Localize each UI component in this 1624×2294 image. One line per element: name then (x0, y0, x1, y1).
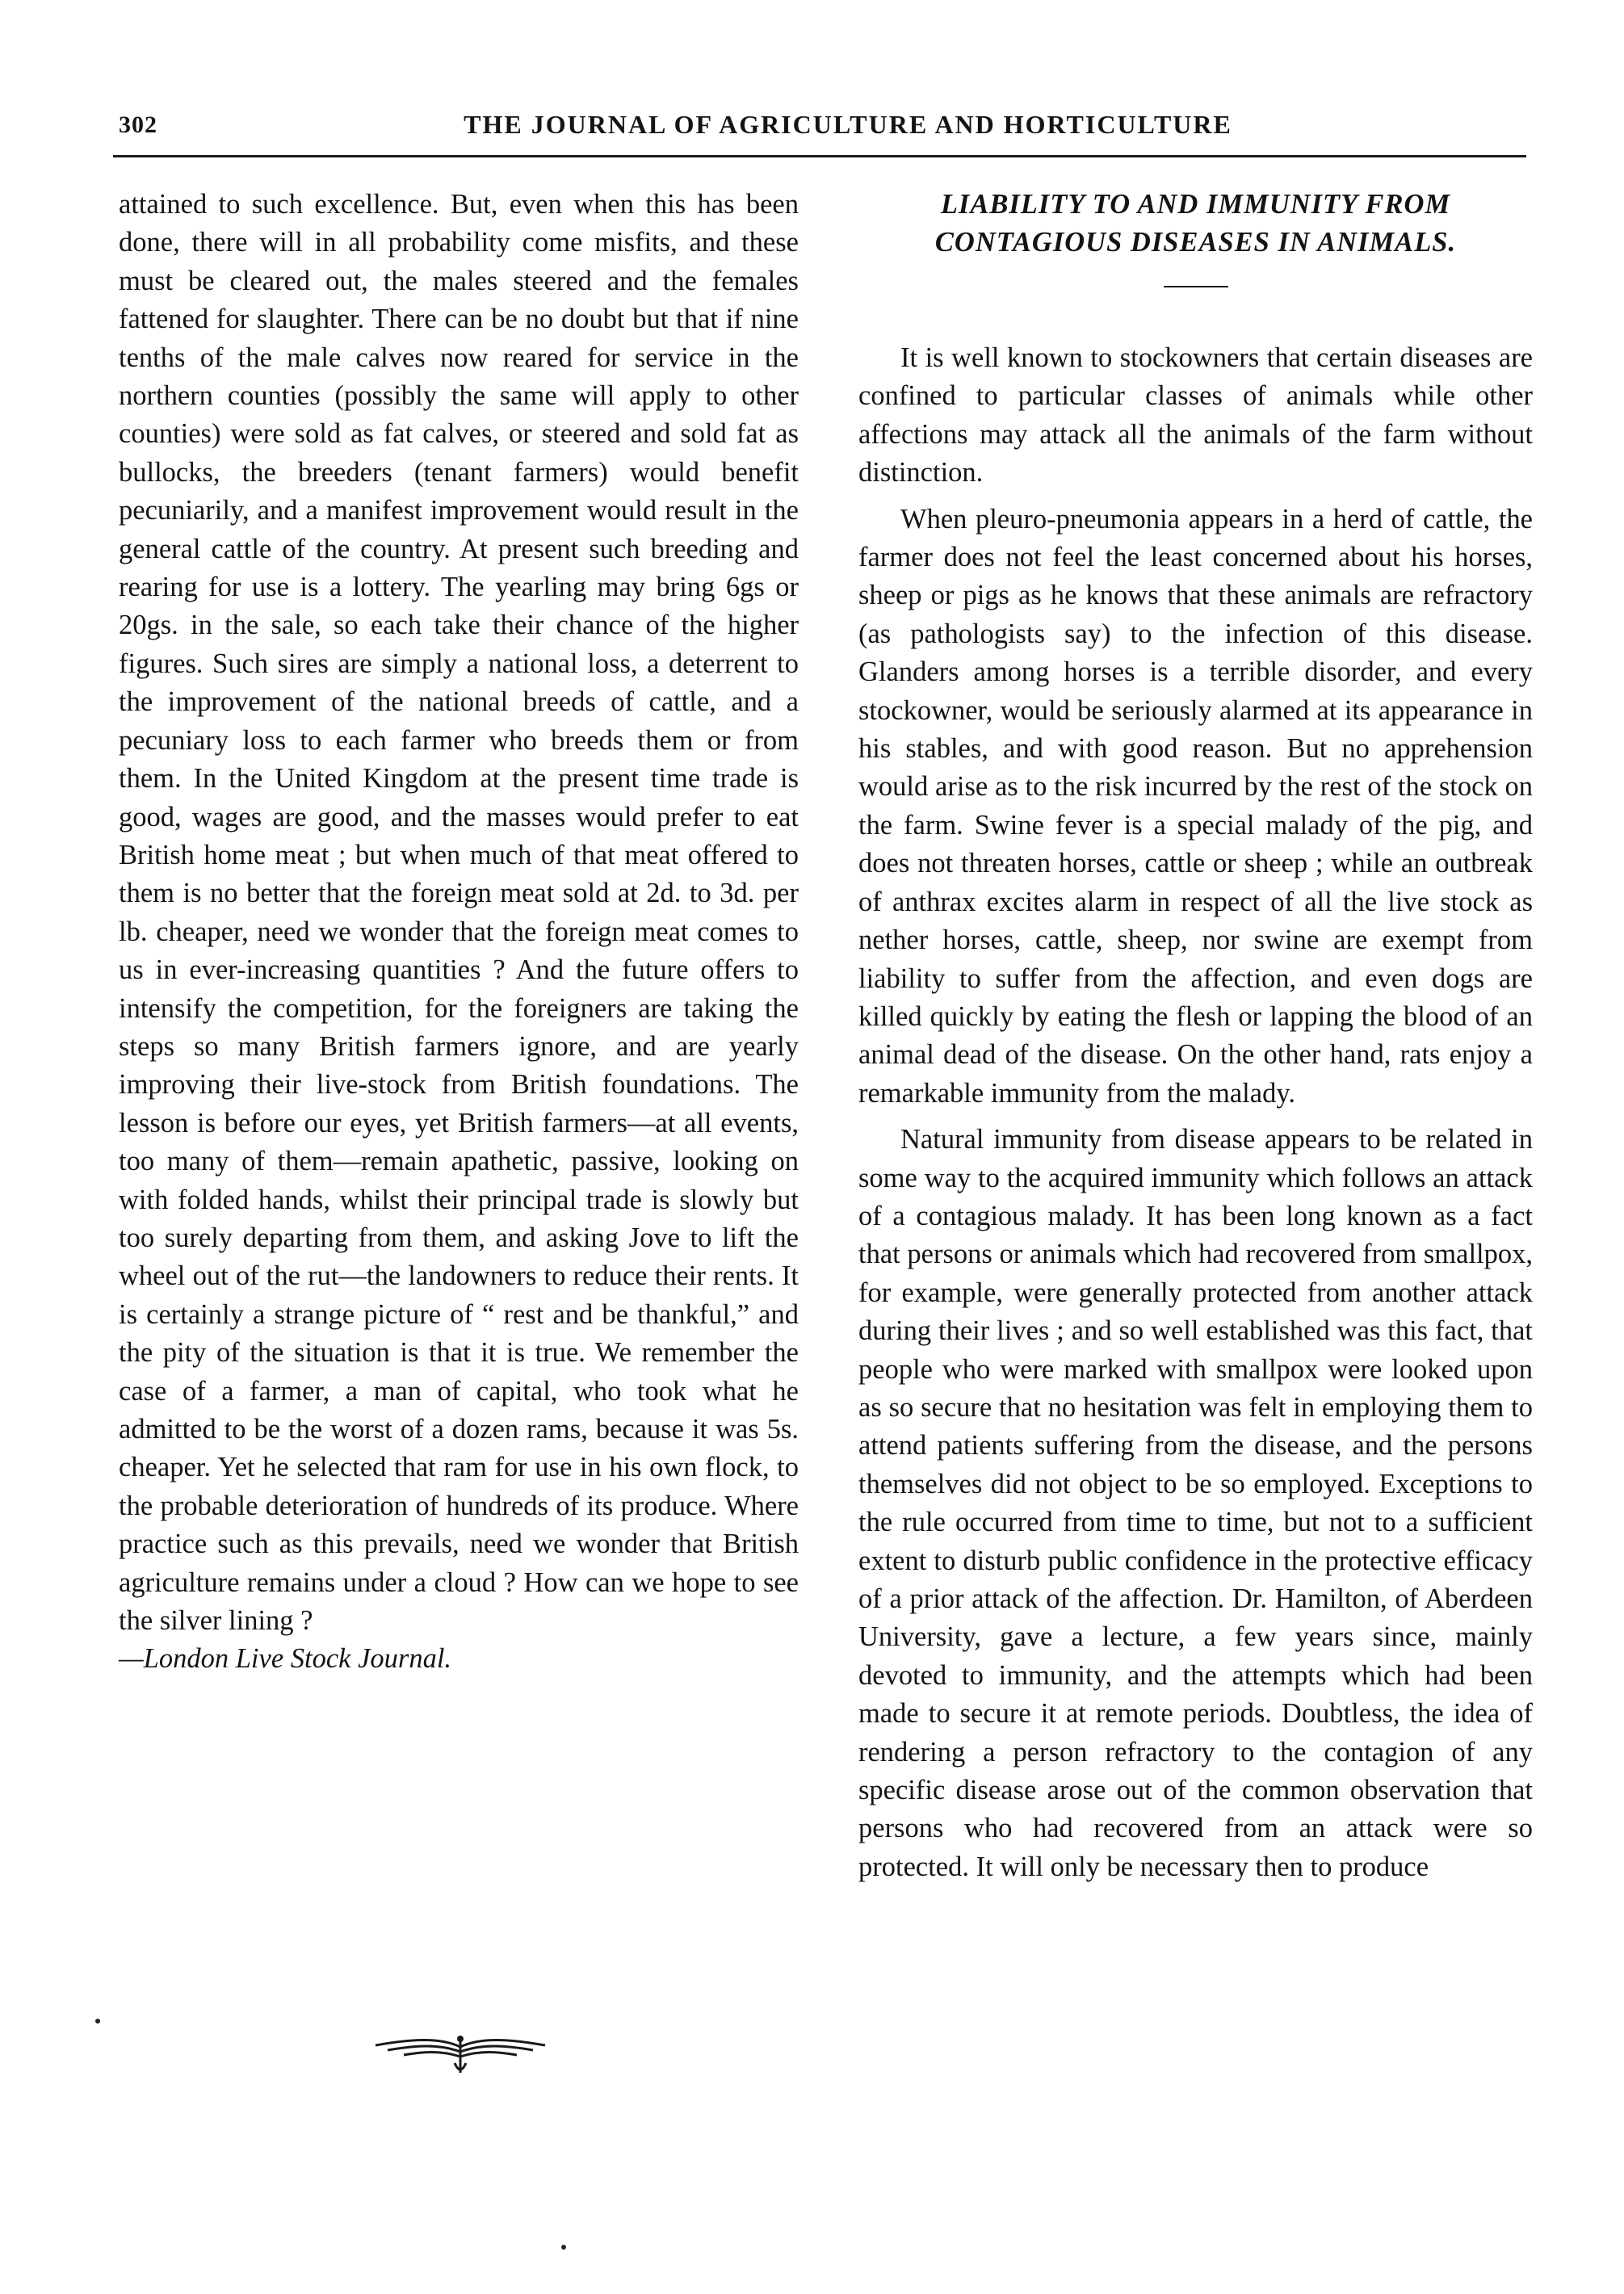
left-column-body: attained to such excellence. But, even when this has been done, there will in all probability come misfits, and these must be cleared out, the males steered and the females fattened for slaughter. There can be no doubt but that if nine tenths of the male calves now reared for service in the northern counties (possibly the same will apply to other counties) were sold as fat calves, or steered and sold fat as bullocks, the breeders (tenant farmers) would benefit pecuniarily, and a manifest improvement would result in the general cattle of the country. At present such breeding and rearing for use is a lottery. The yearling may bring 6gs or 20gs. in the sale, so each take their chance of the higher figures. Such sires are simply a national loss, a deterrent to the improvement of the national breeds of cattle, and a pecuniary loss to each farmer who breeds them or from them. In the United Kingdom at the present time trade is good, wages are good, and the masses would prefer to eat British home meat ; but when much of that meat offered to them is no better that the foreign meat sold at 2d. to 3d. per lb. cheaper, need we wonder that the foreign meat comes to us in ever-increasing quantities ? And the future offers to intensify the competition, for the foreigners are taking the steps so many British farmers ignore, and are yearly improving their live-stock from British foundations. The lesson is before our eyes, yet British farmers—at all events, too many of them—remain apathetic, passive, looking on with folded hands, whilst their principal trade is slowly but too surely departing from them, and asking Jove to lift the wheel out of the rut—the landowners to reduce their rents. It is certainly a strange picture of “ rest and be thankful,” and the pity of the situation is that it is true. We remember the case of a farmer, a man of capital, who took what he admitted to be the worst of a dozen rams, because it was 5s. cheaper. Yet he selected that ram for use in his own flock, to the probable deterioration of hundreds of its produce. Where practice such as this prevails, need we wonder that British agriculture remains under a cloud ? How can we hope to see the silver lining ? (119, 189, 799, 1637)
article-paragraph: It is well known to stockowners that certain diseases are confined to particular classes of animals while other affections may attack all the animals of the farm without distinction. (858, 342, 1533, 489)
header-rule (113, 155, 1526, 157)
left-column (119, 186, 799, 1679)
article-source: —London Live Stock Journal. (119, 1643, 452, 1675)
ink-dot (561, 2245, 566, 2250)
title-rule (1164, 286, 1228, 287)
article-title: LIABILITY TO AND IMMUNITY FROM CONTAGIOUS DISEASES IN ANIMALS. (934, 189, 1457, 258)
right-column (858, 186, 1533, 1894)
running-title: THE JOURNAL OF AGRICULTURE AND HORTICULTURE (464, 110, 1232, 139)
article-paragraph: When pleuro-pneumonia appears in a herd of cattle, the farmer does not feel the least concerned about his horses, sheep or pigs as he knows that these animals are refractory (as pathologists say) to the infection of this disease. Glanders among horses is a terrible disorder, and every stockowner, would be seriously alarmed at its appearance in his stables, and with good reason. But no apprehension would arise as to the risk incurred by the rest of the stock on the farm. Swine fever is a special malady of the pig, and does not threaten horses, cattle or sheep ; while an outbreak of anthrax excites alarm in respect of all the live stock as nether horses, cattle, sheep, nor swine are exempt from liability to suffer from the affection, and even dogs are killed quickly by eating the flesh or lapping the blood of an animal dead of the disease. On the other hand, rats enjoy a remarkable immunity from the malady. (858, 503, 1533, 1109)
winged-tailpiece-ornament-icon (367, 2031, 553, 2079)
page-number: 302 (119, 111, 157, 138)
article-paragraph: Natural immunity from disease appears to be related in some way to the acquired immunity which follows an attack of a contagious malady. It has been long known as a fact that persons or animals which had recovered from smallpox, for example, were generally protected from another attack during their lives ; and so well established was this fact, that people who were marked with smallpox were looked upon as so secure that no hesitation was felt in employing them to attend patients suffering from the disease, and the persons themselves did not object to be so employed. Exceptions to the rule occurred from time to time, but not to a sufficient extent to disturb public confidence in the protective efficacy of a prior attack of the affection. Dr. Hamilton, of Aberdeen University, gave a lecture, a few years since, mainly devoted to immunity, and the attempts which had been made to secure it at remote periods. Doubtless, the idea of rendering a person refractory to the contagion of any specific disease arose out of the common observation that persons who had recovered from an attack were so protected. It will only be necessary then to produce (858, 1124, 1533, 1882)
ink-dot (95, 2019, 100, 2024)
